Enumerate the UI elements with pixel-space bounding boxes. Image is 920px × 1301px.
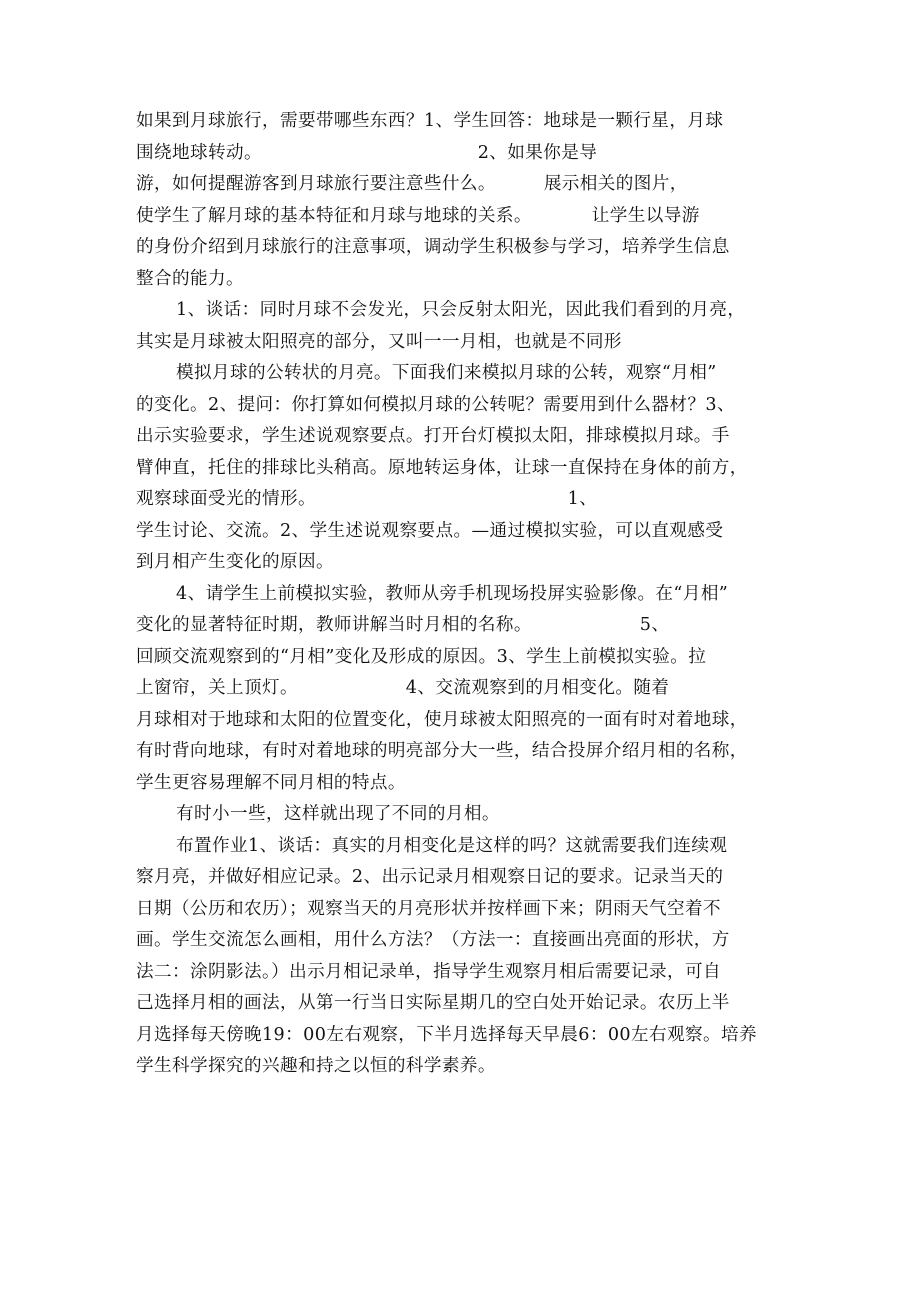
- text-line: 日期（公历和农历）；观察当天的月亮形状并按样画下来；阴雨天气空着不: [136, 898, 721, 919]
- text-line: 画。学生交流怎么画相，用什么方法？（方法一：直接画出亮面的形状，方: [136, 930, 730, 950]
- text-line: 察月亮，并做好相应记录。2、出示记录月相观察日记的要求。记录当天的: [136, 867, 724, 887]
- text-line: 整合的能力。: [136, 268, 244, 289]
- text-line: 有时小一些，这样就出现了不同的月相。: [176, 804, 500, 824]
- text-line: 到月相产生变化的原因。: [136, 552, 334, 572]
- text-line: 学生更容易理解不同月相的特点。: [136, 772, 406, 793]
- text-line: 上窗帘，关上顶灯。 4、交流观察到的月相变化。随着: [136, 678, 670, 698]
- text-line: 臂伸直，托住的排球比头稍高。原地转运身体，让球一直保持在身体的前方，: [136, 457, 748, 478]
- text-line: 回顾交流观察到的“月相”变化及形成的原因。3、学生上前模拟实验。拉: [136, 646, 707, 667]
- text-line: 观察球面受光的情形。 1、: [136, 489, 598, 509]
- text-line: 使学生了解月球的基本特征和月球与地球的关系。 让学生以导游: [136, 205, 700, 226]
- text-line: 法二：涂阴影法。）出示月相记录单，指导学生观察月相后需要记录，可自: [136, 961, 721, 982]
- text-line: 月球相对于地球和太阳的位置变化，使月球被太阳照亮的一面有时对着地球，: [136, 709, 748, 730]
- text-line: 有时背向地球，有时对着地球的明亮部分大一些，结合投屏介绍月相的名称，: [136, 741, 748, 761]
- text-line: 月选择每天傍晚19：00左右观察，下半月选择每天早晨6：00左右观察。培养: [136, 1024, 757, 1045]
- text-line: 围绕地球转动。 2、如果你是导: [136, 142, 598, 163]
- text-line: 其实是月球被太阳照亮的部分，又叫一一月相，也就是不同形: [136, 331, 622, 352]
- text-line: 1、谈话：同时月球不会发光，只会反射太阳光，因此我们看到的月亮，: [176, 300, 746, 320]
- text-line: 布置作业1、谈话：真实的月相变化是这样的吗？这就需要我们连续观: [176, 835, 728, 856]
- text-line: 的身份介绍到月球旅行的注意事项，调动学生积极参与学习，培养学生信息: [136, 237, 730, 257]
- text-line: 出示实验要求，学生述说观察要点。打开台灯模拟太阳，排球模拟月球。手: [136, 426, 730, 446]
- text-line: 变化的显著特征时期，教师讲解当时月相的名称。 5、: [136, 615, 670, 635]
- text-line: 的变化。2、提问：你打算如何模拟月球的公转呢？需要用到什么器材？3、: [136, 394, 735, 415]
- text-line: 游，如何提醒游客到月球旅行要注意些什么。 展示相关的图片，: [136, 174, 688, 194]
- text-line: 学生科学探究的兴趣和持之以恒的科学素养。: [136, 1056, 496, 1076]
- text-line: 学生讨论、交流。2、学生述说观察要点。—通过模拟实验，可以直观感受: [136, 520, 724, 541]
- text-line: 己选择月相的画法，从第一行当日实际星期几的空白处开始记录。农历上半: [136, 993, 730, 1013]
- text-line: 4、请学生上前模拟实验，教师从旁手机现场投屏实验影像。在“月相”: [176, 583, 729, 604]
- document-body: [136, 106, 800, 1083]
- text-line: 模拟月球的公转状的月亮。下面我们来模拟月球的公转，观察“月相”: [176, 363, 717, 383]
- text-line: 如果到月球旅行，需要带哪些东西？1、学生回答：地球是一颗行星，月球: [136, 111, 724, 131]
